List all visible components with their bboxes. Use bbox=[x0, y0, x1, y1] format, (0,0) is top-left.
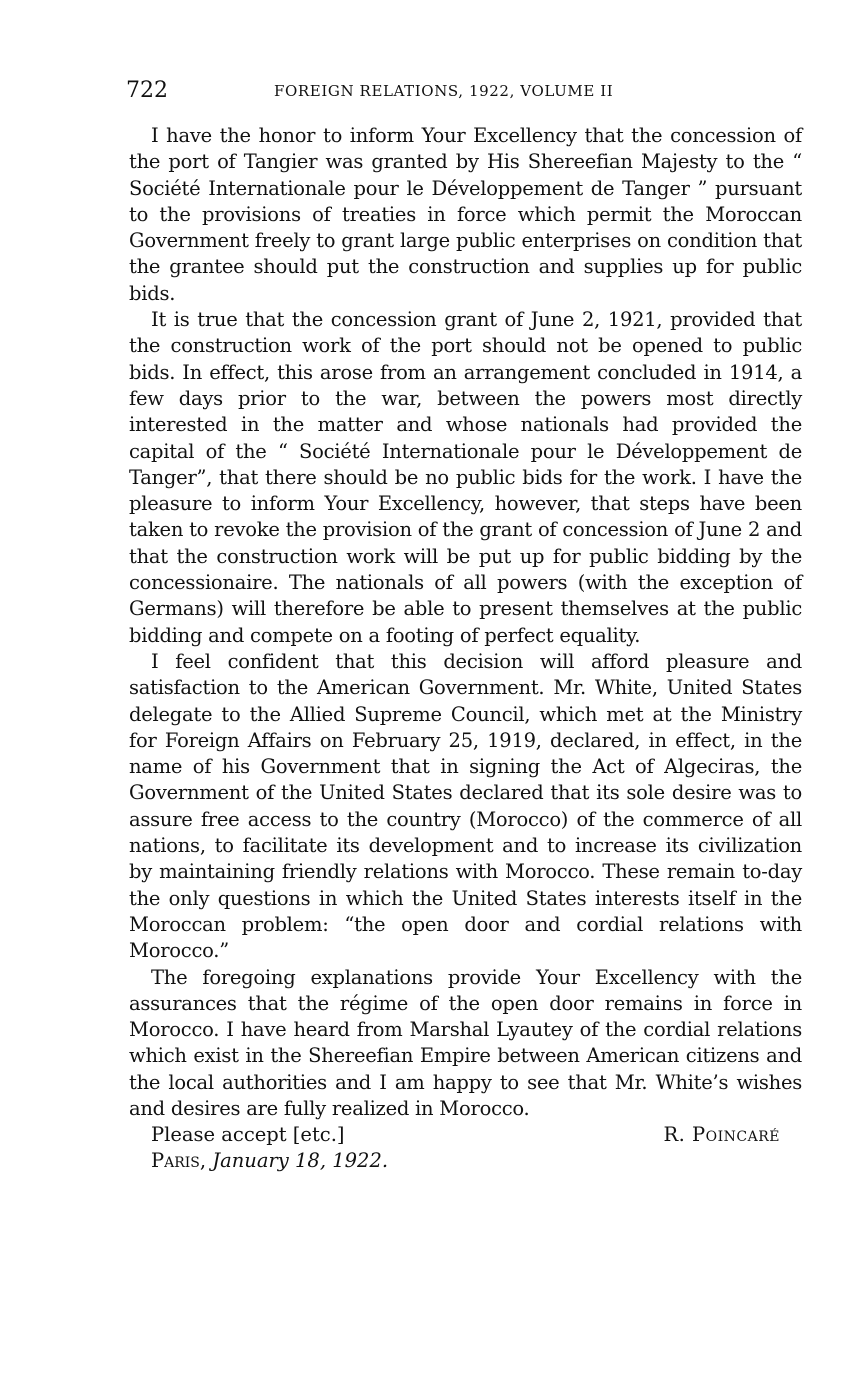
page-number: 722 bbox=[126, 78, 168, 103]
letter-body bbox=[129, 123, 802, 1174]
closing-line bbox=[129, 1122, 802, 1148]
date: January 18, 1922. bbox=[212, 1149, 389, 1173]
complimentary-close: Please accept [etc.] bbox=[151, 1123, 345, 1147]
page-header bbox=[126, 76, 802, 106]
place-date-line bbox=[129, 1148, 802, 1174]
signature: R. Poincaré bbox=[663, 1123, 780, 1147]
paragraph-american-government: I feel confident that this decision will afford pleasure and satisfaction to the American Government. Mr. White, United States delegate to the Allied Supreme Council, which met at the Ministry for Foreign Affairs on February 25, 1919, declared, in effect, in the name of his Government that in signing the Act of Algeciras, the Government of the United States declared that its sole desire was to assure free access to the country (Morocco) of the commerce of all nations, to facilitate its development and to increase its civilization by maintaining friendly relations with Morocco. These remain to-day the only questions in which the United States interests itself in the Moroccan problem: “the open door and cordial relations with Morocco.” bbox=[129, 649, 802, 963]
paragraph-public-bids: It is true that the concession grant of June 2, 1921, provided that the construction work of the port should not be opened to public bids. In effect, this arose from an arrangement concluded in 1914, a few days prior to the war, between the powers most directly interested in the matter and whose nationals had provided the capital of the “ Société Internationale pour le Développement de Tanger”, that there should be no public bids for the work. I have the pleasure to inform Your Excellency, however, that steps have been taken to revoke the provision of the grant of concession of June 2 and that the construction work will be put up for public bidding by the concessionaire. The nationals of all powers (with the exception of Germans) will therefore be able to present themselves at the public bidding and compete on a footing of perfect equality. bbox=[129, 308, 802, 647]
running-title: FOREIGN RELATIONS, 1922, VOLUME II bbox=[274, 82, 614, 100]
place: Paris, bbox=[151, 1149, 207, 1173]
paragraph-concession: I have the honor to inform Your Excellency that the concession of the port of Tangier was granted by His Shereefian Majesty to the “ Société Internationale pour le Développement de Tanger ” pursuant to the provisions of treaties in force which permit the Moroccan Government freely to grant large public enterprises on condition that the grantee should put the construction and supplies up for public bids. bbox=[129, 124, 802, 305]
paragraph-open-door: The foregoing explanations provide Your Excellency with the assurances that the régime of the open door remains in force in Morocco. I have heard from Marshal Lyautey of the cordial relations which exist in the Shereefian Empire between American citizens and the local authorities and I am happy to see that Mr. White’s wishes and desires are fully realized in Morocco. bbox=[129, 965, 802, 1120]
